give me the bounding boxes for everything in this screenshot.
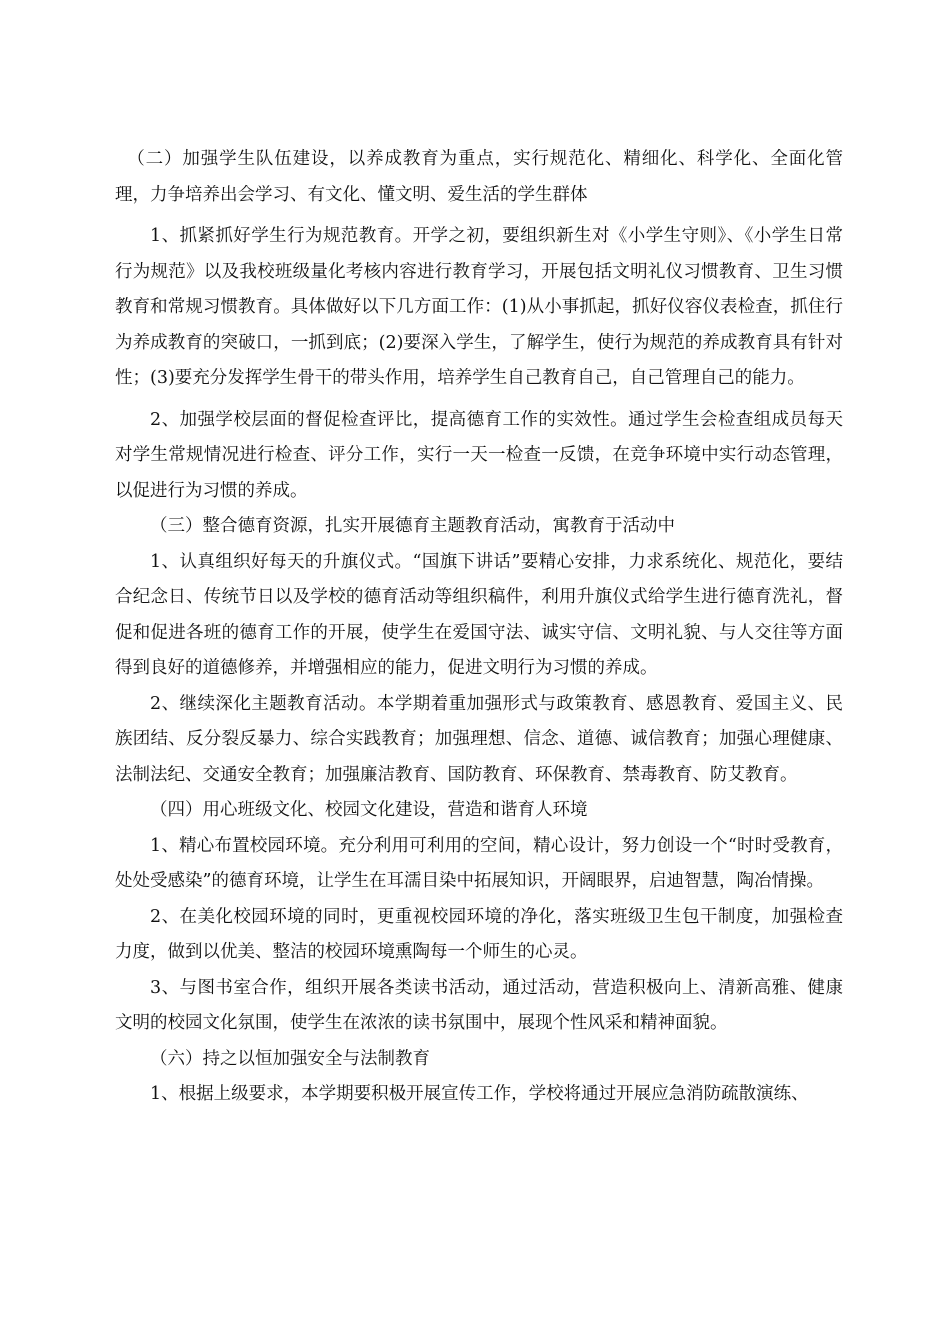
paragraph: 2、在美化校园环境的同时，更重视校园环境的净化，落实班级卫生包干制度，加强检查力度，做到以优美、整洁的校园环境熏陶每一个师生的心灵。 <box>115 906 843 962</box>
paragraph: 2、加强学校层面的督促检查评比，提高德育工作的实效性。通过学生会检查组成员每天对学生常规情况进行检查、评分工作，实行一天一检查一反馈，在竞争环境中实行动态管理，以促进行为习惯的养成。 <box>115 409 843 501</box>
section-heading-4: （四）用心班级文化、校园文化建设，营造和谐育人环境 <box>150 800 588 820</box>
paragraph: 1、认真组织好每天的升旗仪式。“国旗下讲话”要精心安排，力求系统化、规范化，要结合纪念日、传统节日以及学校的德育活动等组织稿件，利用升旗仪式给学生进行德育洗礼，督促和促进各班的德育工作的开展，使学生在爱国守法、诚实守信、文明礼貌、与人交往等方面得到良好的道德修养，并增强相应的能力，促进文明行为习惯的养成。 <box>115 551 843 678</box>
section-heading-6: （六）持之以恒加强安全与法制教育 <box>150 1048 430 1069</box>
paragraph: 1、抓紧抓好学生行为规范教育。开学之初，要组织新生对《小学生守则》、《小学生日常行为规范》以及我校班级量化考核内容进行教育学习，开展包括文明礼仪习惯教育、卫生习惯教育和常规习惯教育。具体做好以下几方面工作：(1)从小事抓起，抓好仪容仪表检查，抓住行为养成教育的突破口，一抓到底；(2)要深入学生，了解学生，使行为规范的养成教育具有针对性；(3)要充分发挥学生骨干的带头作用，培养学生自己教育自己，自己管理自己的能力。 <box>115 226 843 388</box>
paragraph: 2、继续深化主题教育活动。本学期着重加强形式与政策教育、感恩教育、爱国主义、民族团结、反分裂反暴力、综合实践教育；加强理想、信念、道德、诚信教育；加强心理健康、法制法纪、交通安全教育；加强廉洁教育、国防教育、环保教育、禁毒教育、防艾教育。 <box>115 693 843 785</box>
section-heading-3: （三）整合德育资源，扎实开展德育主题教育活动，寓教育于活动中 <box>150 516 675 536</box>
paragraph: 3、与图书室合作，组织开展各类读书活动，通过活动，营造积极向上、清新高雅、健康文明的校园文化氛围，使学生在浓浓的读书氛围中，展现个性风采和精神面貌。 <box>115 977 843 1033</box>
paragraph: 1、精心布置校园环境。充分利用可利用的空间，精心设计，努力创设一个“时时受教育，处处受感染”的德育环境，让学生在耳濡目染中拓展知识，开阔眼界，启迪智慧，陶冶情操。 <box>115 835 843 891</box>
paragraph: 1、根据上级要求，本学期要积极开展宣传工作，学校将通过开展应急消防疏散演练、 <box>150 1084 809 1104</box>
document-body <box>115 142 843 1113</box>
section-heading-2: （二）加强学生队伍建设，以养成教育为重点，实行规范化、精细化、科学化、全面化管理，力争培养出会学习、有文化、懂文明、爱生活的学生群体 <box>115 149 843 205</box>
